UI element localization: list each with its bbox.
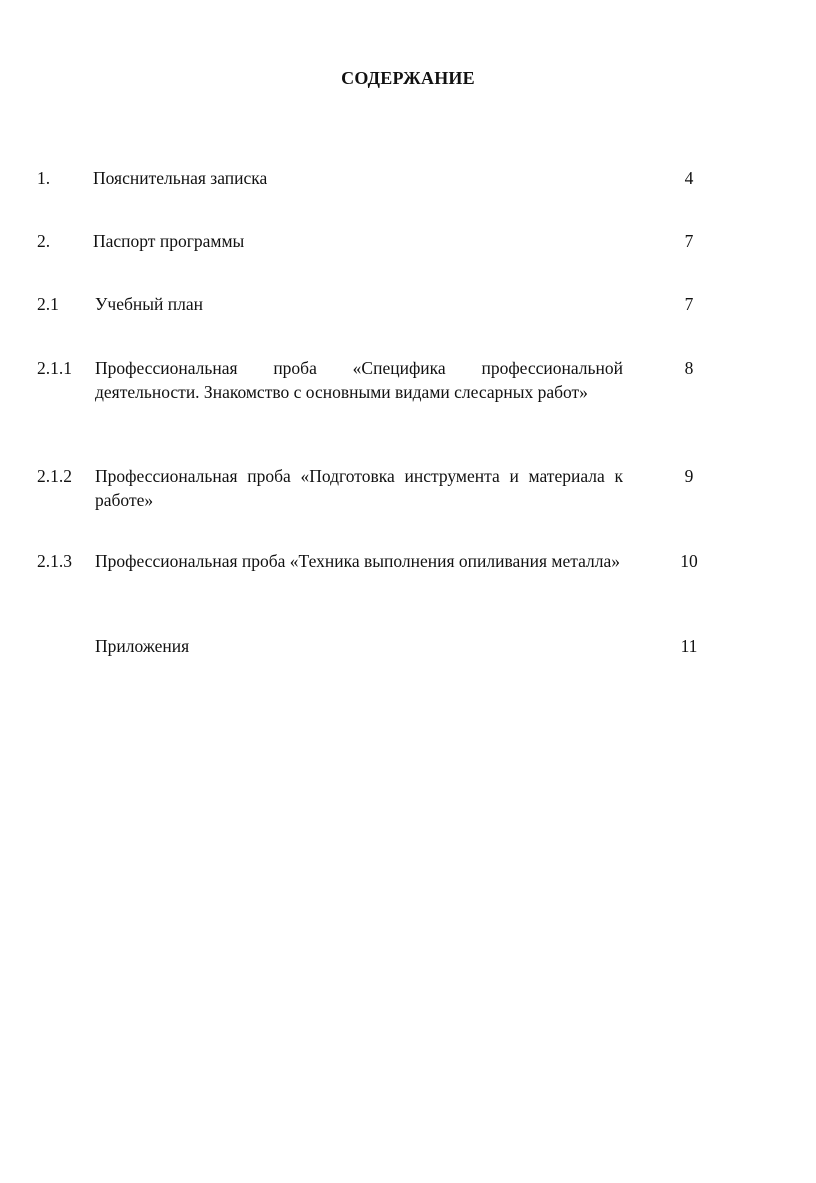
toc-entry-number: 2.1 — [37, 294, 59, 314]
toc-entry-title: Учебный план — [95, 294, 203, 314]
toc-entry-number: 2.1.2 — [37, 466, 72, 486]
toc-entry-page: 7 — [684, 231, 694, 251]
toc-entry-number: 2.1.3 — [37, 551, 72, 571]
page-title: СОДЕРЖАНИЕ — [341, 68, 475, 88]
toc-entry-title: Паспорт программы — [93, 231, 245, 251]
toc-entry-page: 10 — [680, 551, 698, 571]
toc-entry-page: 11 — [680, 636, 698, 656]
toc-entry-number: 2. — [37, 231, 51, 251]
toc-entry-title: Профессиональная проба «Специфика профессиональной деятельности. Знакомство с основными видами слесарных работ» — [95, 358, 623, 402]
toc-entry-title: Профессиональная проба «Техника выполнения опиливания металла» — [95, 551, 621, 571]
toc-entry-title: Приложения — [95, 636, 190, 656]
toc-entry-page: 4 — [684, 168, 694, 188]
toc-entry-number: 1. — [37, 168, 51, 188]
toc-entry-title: Пояснительная записка — [93, 168, 268, 188]
toc-entry-page: 9 — [684, 466, 694, 486]
toc-entry-title: Профессиональная проба «Подготовка инструмента и материала к работе» — [95, 466, 623, 510]
toc-entry-page: 8 — [684, 358, 694, 378]
toc-entry-page: 7 — [684, 294, 694, 314]
toc-entry-number: 2.1.1 — [37, 358, 72, 378]
